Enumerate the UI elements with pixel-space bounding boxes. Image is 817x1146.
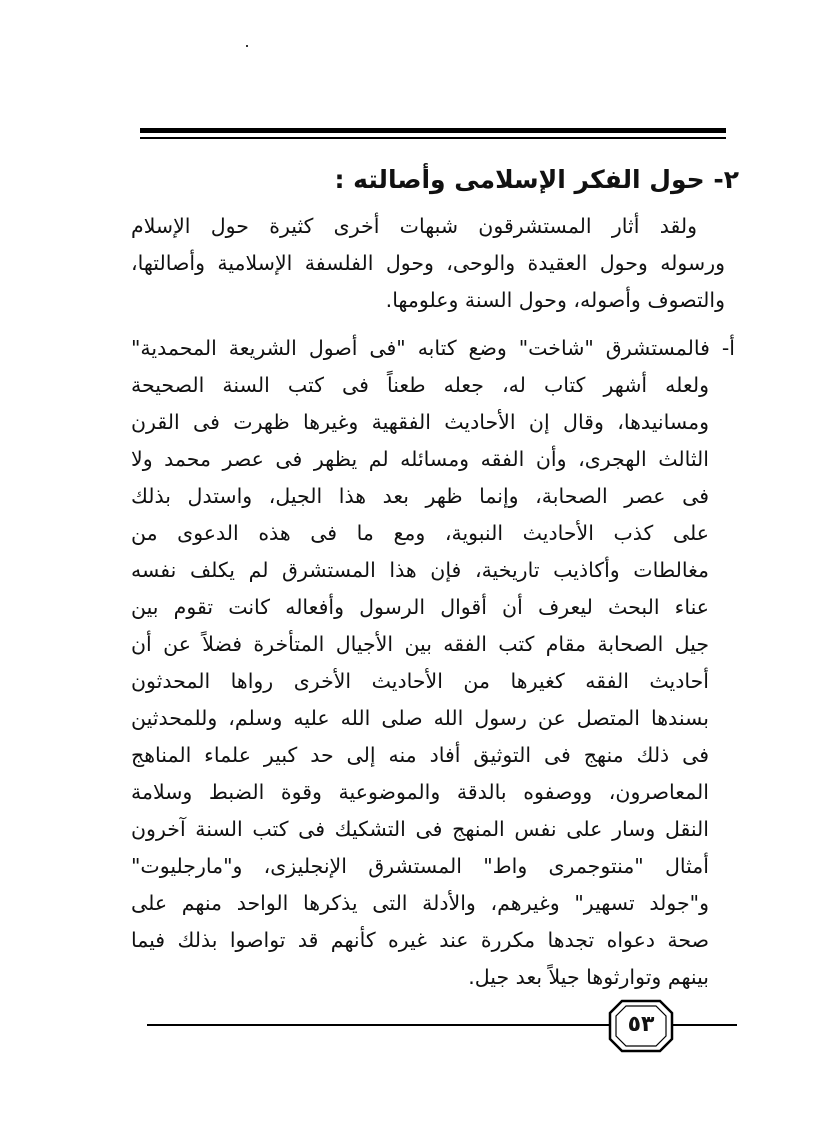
page-number: ٥٣ — [627, 1012, 655, 1037]
item-a-line: ولعله أشهر كتاب له، جعله طعناً فى كتب السنة الصحيحة — [131, 373, 709, 397]
item-a-line: فى ذلك منهج فى التوثيق أفاد منه إلى حد كبير علماء المناهج — [131, 743, 709, 767]
item-a-line: بسندها المتصل عن رسول الله صلى الله عليه وسلم، وللمحدثين — [131, 706, 709, 730]
item-a-line: عناء البحث ليعرف أن أقوال الرسول وأفعاله كانت تقوم بين — [131, 595, 709, 619]
item-a-line: على كذب الأحاديث النبوية، ومع ما فى هذه الدعوى من — [131, 521, 709, 545]
header-rule-thin — [140, 137, 726, 139]
footer-rule-left — [147, 1024, 609, 1026]
item-a-line: أمثال "منتوجمرى واط" المستشرق الإنجليزى، و"مارجليوت" — [131, 854, 709, 878]
section-heading: ٢- حول الفكر الإسلامى وأصالته : — [334, 165, 739, 194]
item-a-line: أحاديث الفقه كغيرها من الأحاديث الأخرى رواها المحدثون — [131, 669, 709, 693]
intro-line: ورسوله وحول العقيدة والوحى، وحول الفلسفة الإسلامية وأصالتها، — [131, 251, 725, 275]
intro-line: والتصوف وأصوله، وحول السنة وعلومها. — [385, 288, 725, 312]
item-a-line: و"جولد تسهير" وغيرهم، والأدلة التى يذكرها الواحد منهم على — [131, 891, 709, 915]
scan-speck — [246, 45, 248, 47]
item-a-line: المعاصرون، ووصفوه بالدقة والموضوعية وقوة الضبط وسلامة — [131, 780, 709, 804]
item-a-line: النقل وسار على نفس المنهج فى التشكيك فى كتب السنة آخرون — [131, 817, 709, 841]
item-a-line: بينهم وتوارثوها جيلاً بعد جيل. — [468, 965, 709, 989]
item-a-line: أ- فالمستشرق "شاخت" وضع كتابه "فى أصول الشريعة المحمدية" — [131, 336, 735, 360]
item-a-line: فى عصر الصحابة، وإنما ظهر بعد هذا الجيل، واستدل بذلك — [131, 484, 709, 508]
intro-line: ولقد أثار المستشرقون شبهات أخرى كثيرة حول الإسلام — [131, 214, 697, 238]
item-a-line: مغالطات وأكاذيب تاريخية، فإن هذا المستشرق لم يكلف نفسه — [131, 558, 709, 582]
item-a-line: ومسانيدها، وقال إن الأحاديث الفقهية وغيرها ظهرت فى القرن — [131, 410, 709, 434]
footer-rule-right — [673, 1024, 737, 1026]
item-a-line: صحة دعواه تجدها مكررة عند غيره كأنهم قد تواصوا بذلك فيما — [131, 928, 709, 952]
item-a-line: الثالث الهجرى، وأن الفقه ومسائله لم يظهر فى عصر محمد ولا — [131, 447, 709, 471]
item-a-line: جيل الصحابة مقام كتب الفقه بين الأجيال المتأخرة فضلاً عن أن — [131, 632, 709, 656]
header-rule-thick — [140, 128, 726, 133]
